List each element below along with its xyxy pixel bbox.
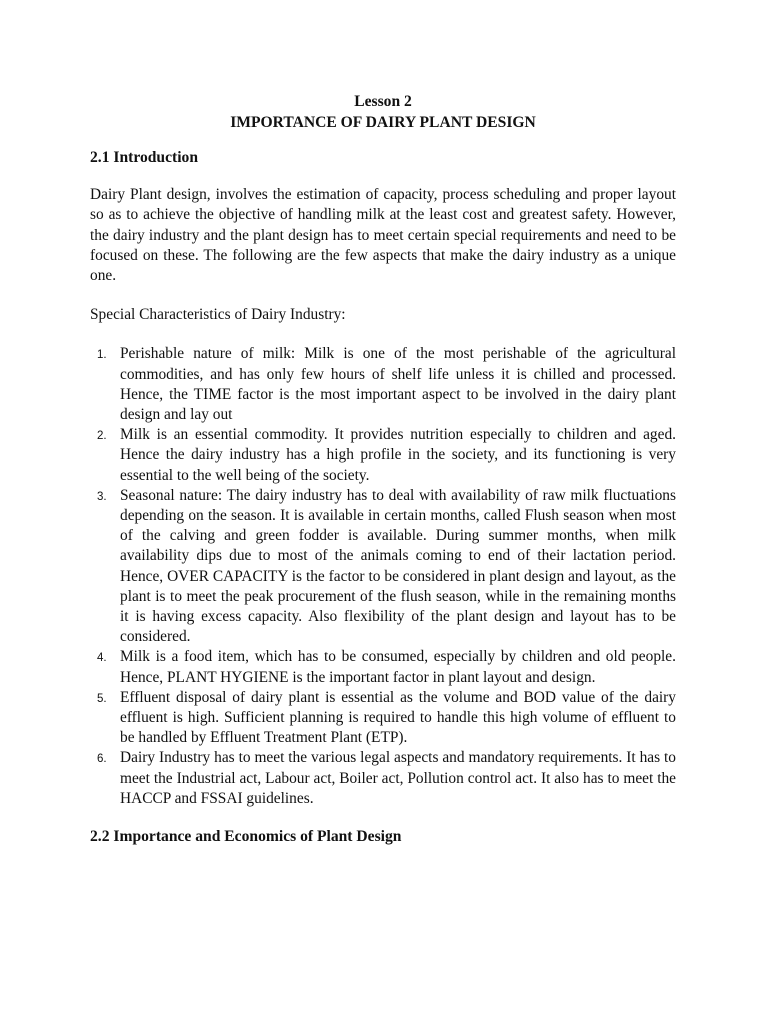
list-item	[90, 748, 676, 809]
list-item	[90, 344, 676, 425]
list-item-text: Seasonal nature: The dairy industry has to deal with availability of raw milk fluctuations depending on the season. It is available in certain months, called Flush season when most of the calving and green fodder is available. During summer months, when milk availability dips due to most of the animals coming to end of their lactation period. Hence, OVER CAPACITY is the factor to be considered in plant design and layout, as the plant is to meet the peak procurement of the flush season, while in the remaining months it is having excess capacity. Also flexibility of the plant design and layout has to be considered.	[120, 486, 676, 646]
list-item-number: 6.	[97, 753, 107, 766]
list-item-text: Milk is a food item, which has to be consumed, especially by children and old people. Hence, PLANT HYGIENE is the important factor in plant layout and design.	[120, 648, 676, 686]
section-heading-economics: 2.2 Importance and Economics of Plant Design	[90, 828, 402, 846]
list-item-number: 1.	[97, 349, 107, 362]
intro-paragraph: Dairy Plant design, involves the estimation of capacity, process scheduling and proper layout so as to achieve the objective of handling milk at the least cost and greatest safety. However, the dairy industry and the plant design has to meet certain special requirements and need to be focused on these. The following are the few aspects that make the dairy industry as a unique one.	[90, 186, 676, 285]
title-block	[90, 92, 676, 133]
list-item-text: Dairy Industry has to meet the various legal aspects and mandatory requirements. It has to meet the Industrial act, Labour act, Boiler act, Pollution control act. It also has to meet the HACCP and FSSAI guidelines.	[120, 749, 676, 807]
special-characteristics-heading: Special Characteristics of Dairy Industry:	[90, 306, 346, 324]
list-item-number: 2.	[97, 430, 107, 443]
list-item	[90, 647, 676, 687]
list-item-number: 4.	[97, 652, 107, 665]
list-item-number: 5.	[97, 692, 107, 705]
section-heading-introduction: 2.1 Introduction	[90, 149, 199, 166]
list-item-text: Milk is an essential commodity. It provides nutrition especially to children and aged. Hence the dairy industry has a high profile in the society, and its functioning is very essential to the well being of the society.	[120, 426, 676, 484]
lesson-label: Lesson 2	[354, 93, 412, 110]
lesson-title: IMPORTANCE OF DAIRY PLANT DESIGN	[230, 113, 536, 131]
list-item	[90, 486, 676, 648]
list-item-text: Effluent disposal of dairy plant is essential as the volume and BOD value of the dairy effluent is high. Sufficient planning is required to handle this high volume of effluent to be handled by Effluent Treatment Plant (ETP).	[120, 688, 676, 747]
characteristics-list	[90, 344, 676, 809]
list-item-text: Perishable nature of milk: Milk is one of the most perishable of the agricultural commodities, and has only few hours of shelf life unless it is chilled and processed. Hence, the TIME factor is the most important aspect to be involved in the dairy plant design and lay out	[120, 345, 676, 424]
list-item	[90, 688, 676, 749]
list-item	[90, 425, 676, 486]
list-item-number: 3.	[97, 490, 107, 503]
document-page	[90, 92, 676, 847]
